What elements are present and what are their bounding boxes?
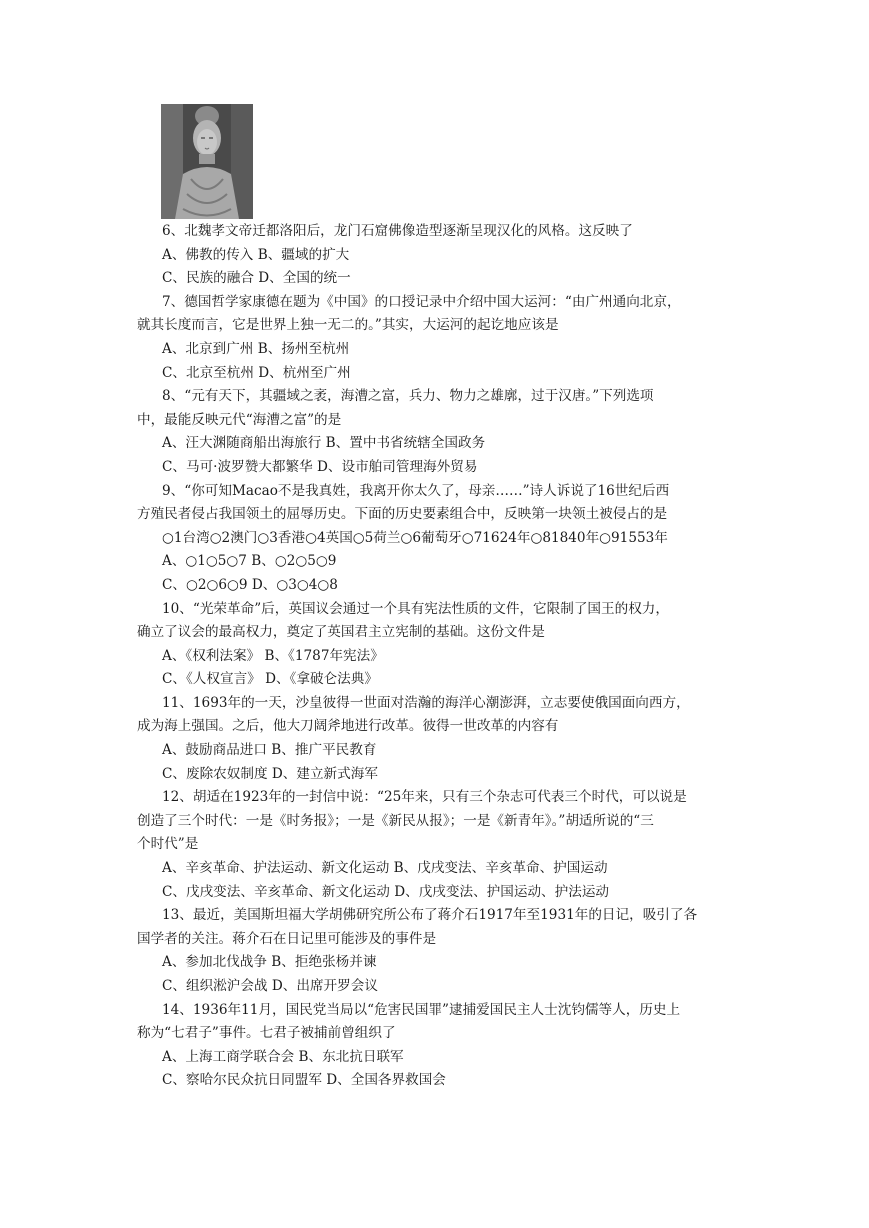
text-line: 7、德国哲学家康德在题为《中国》的口授记录中介绍中国大运河：“由广州通向北京， xyxy=(162,293,681,310)
text-line: A、汪大渊随商船出海旅行 B、置中书省统辖全国政务 xyxy=(162,435,486,452)
text-line: C、《人权宣言》 D、《拿破仑法典》 xyxy=(162,671,378,688)
text-line: 就其长度而言，它是世界上独一无二的。”其实，大运河的起讫地应该是 xyxy=(137,317,559,334)
buddha-statue-photo xyxy=(161,104,253,219)
text-line: A、上海工商学联合会 B、东北抗日联军 xyxy=(162,1048,404,1065)
text-line: 11、1693年的一天，沙皇彼得一世面对浩瀚的海洋心潮澎湃，立志要使俄国面向西方， xyxy=(162,694,690,711)
text-line: 9、“你可知Macao不是我真姓，我离开你太久了，母亲……”诗人诉说了16世纪后西 xyxy=(162,482,670,499)
text-line: A、《权利法案》 B、《1787年宪法》 xyxy=(162,647,384,664)
text-line: 13、最近，美国斯坦福大学胡佛研究所公布了蒋介石1917年至1931年的日记，吸引了各 xyxy=(162,907,698,924)
text-line: ○1台湾○2澳门○3香港○4英国○5荷兰○6葡萄牙○71624年○81840年○91553年 xyxy=(162,529,668,546)
text-line: A、鼓励商品进口 B、推广平民教育 xyxy=(162,742,377,759)
text-line: C、○2○6○9 D、○3○4○8 xyxy=(162,576,338,593)
text-line: C、戊戌变法、辛亥革命、新文化运动 D、戊戌变法、护国运动、护法运动 xyxy=(162,883,610,900)
text-line: C、北京至杭州 D、杭州至广州 xyxy=(162,364,351,381)
text-line: 10、“光荣革命”后，英国议会通过一个具有宪法性质的文件，它限制了国王的权力， xyxy=(162,600,669,617)
text-line: C、废除农奴制度 D、建立新式海军 xyxy=(162,765,378,782)
text-line: 14、1936年11月，国民党当局以“危害民国罪”逮捕爱国民主人士沈钧儒等人，历史上 xyxy=(162,1001,681,1018)
text-line: A、参加北伐战争 B、拒绝张杨并谏 xyxy=(162,954,377,971)
text-line: C、马可·波罗赞大都繁华 D、设市舶司管理海外贸易 xyxy=(162,458,478,475)
text-line: 确立了议会的最高权力，奠定了英国君主立宪制的基础。这份文件是 xyxy=(137,624,545,641)
question-text-block xyxy=(137,220,733,1093)
text-line: 12、胡适在1923年的一封信中说：“25年来，只有三个杂志可代表三个时代，可以说是 xyxy=(162,789,687,806)
text-line: A、佛教的传入 B、疆域的扩大 xyxy=(162,246,350,263)
text-line: 8、“元有天下，其疆域之袤，海漕之富，兵力、物力之雄廓，过于汉唐。”下列选项 xyxy=(162,388,654,405)
text-line: C、组织淞沪会战 D、出席开罗会议 xyxy=(162,978,378,994)
text-line: C、察哈尔民众抗日同盟军 D、全国各界救国会 xyxy=(162,1072,446,1089)
text-line: 成为海上强国。之后，他大刀阔斧地进行改革。彼得一世改革的内容有 xyxy=(137,718,559,735)
text-line: 个时代”是 xyxy=(137,836,199,853)
text-line: A、辛亥革命、护法运动、新文化运动 B、戊戌变法、辛亥革命、护国运动 xyxy=(162,860,608,877)
text-line: 中，最能反映元代“海漕之富”的是 xyxy=(137,411,342,428)
text-line: 6、北魏孝文帝迁都洛阳后，龙门石窟佛像造型逐渐呈现汉化的风格。这反映了 xyxy=(162,223,633,239)
text-line: 创造了三个时代：一是《时务报》；一是《新民从报》；一是《新青年》。”胡适所说的“三 xyxy=(137,812,654,829)
text-line: A、北京到广州 B、扬州至杭州 xyxy=(162,340,350,357)
text-line: C、民族的融合 D、全国的统一 xyxy=(162,270,351,287)
text-line: A、○1○5○7 B、○2○5○9 xyxy=(162,553,337,570)
text-line: 国学者的关注。蒋介石在日记里可能涉及的事件是 xyxy=(137,930,437,947)
text-line: 方殖民者侵占我国领土的屈辱历史。下面的历史要素组合中，反映第一块领土被侵占的是 xyxy=(137,506,668,523)
text-line: 称为“七君子”事件。七君子被捕前曾组织了 xyxy=(137,1025,396,1042)
